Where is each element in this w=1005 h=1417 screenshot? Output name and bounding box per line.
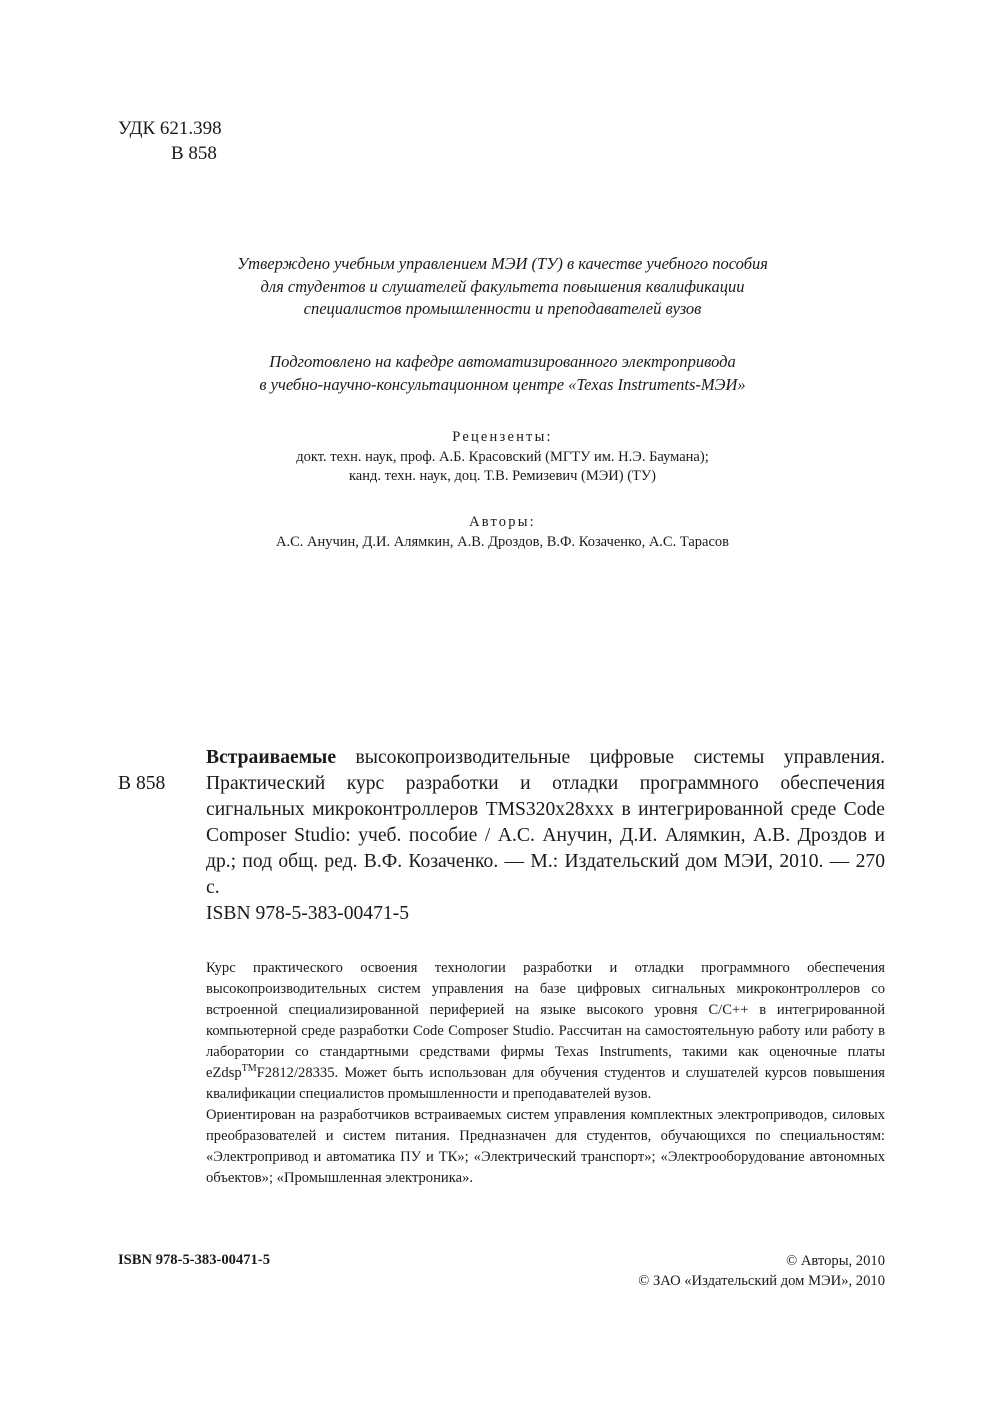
authors-block [0,513,1005,552]
preparation-line: Подготовлено на кафедре автоматизированного электропривода [269,352,736,371]
approval-line: для студентов и слушателей факультета повышения квалификации [260,276,745,296]
abstract-block [206,958,885,1189]
preparation-line: в учебно-научно-консультационном центре «Texas Instruments-МЭИ» [259,374,746,394]
catalog-isbn: ISBN 978-5-383-00471-5 [206,903,409,924]
approval-line: специалистов промышленности и преподавателей вузов [303,299,702,318]
abstract-paragraph-2: Ориентирован на разработчиков встраиваемых систем управления комплектных электроприводов, силовых преобразователей и систем питания. Предназначен для студентов, обучающихся по специальностям: «Электропривод и автоматика ПУ и ТК»; «Электрический транспорт»; «Электрооборудование автономных объектов»; «Промышленная электроника». [206,1107,885,1186]
reviewer-line: канд. техн. наук, доц. Т.В. Ремизевич (МЭИ) (ТУ) [348,468,656,484]
udk-block [118,116,222,166]
catalog-code: В 858 [118,773,166,794]
reviewers-block [0,428,1005,487]
abstract-text: F2812/28335. Может быть использован для обучения студентов и слушателей курсов повышения квалификации специалистов промышленности и преподавателей вузов. [206,1065,885,1102]
approval-line: Утверждено учебным управлением МЭИ (ТУ) в качестве учебного пособия [237,254,768,273]
bbk-code: В 858 [171,143,217,164]
catalog-entry [118,745,885,901]
catalog-description [206,745,885,901]
authors-heading: Авторы: [469,514,536,530]
copyright-publisher: © ЗАО «Издательский дом МЭИ», 2010 [638,1272,885,1289]
reviewers-heading: Рецензенты: [452,429,553,445]
abstract-paragraph-1 [206,958,885,1105]
trademark-superscript: TM [241,1063,257,1074]
preparation-note [0,351,1005,396]
copyright-authors: © Авторы, 2010 [786,1253,885,1269]
abstract-text: Курс практического освоения технологии разработки и отладки программного обеспечения высокопроизводительных систем управления на базе цифровых сигнальных микроконтроллеров со встроенной специализированной периферией на языке высокого уровня C/C++ в интегрированной компьютерной среде разработки Code Composer Studio. Рассчитан на самостоятельную работу или работу в лаборатории со стандартными средствами фирмы Texas Instruments, такими как оценочные платы eZdsp [206,960,885,1081]
approval-note [0,253,1005,321]
catalog-description-text: высокопроизводительные цифровые системы управления. Практический курс разработки и отладки программного обеспечения сигнальных микроконтроллеров TMS320x28xxx в интегрированной среде Code Composer Studio: учеб. пособие / А.С. Анучин, Д.И. Алямкин, А.В. Дроздов и др.; под общ. ред. В.Ф. Козаченко. — М.: Издательский дом МЭИ, 2010. — 270 с. [206,747,885,898]
footer-isbn: ISBN 978-5-383-00471-5 [118,1252,271,1268]
reviewer-line: докт. техн. наук, проф. А.Б. Красовский (МГТУ им. Н.Э. Баумана); [296,448,709,465]
catalog-title-bold: Встраиваемые [206,747,337,768]
udk-code: УДК 621.398 [118,118,222,139]
footer-copyright [638,1252,885,1291]
authors-list: А.С. Анучин, Д.И. Алямкин, А.В. Дроздов, В.Ф. Козаченко, А.С. Тарасов [275,533,729,550]
